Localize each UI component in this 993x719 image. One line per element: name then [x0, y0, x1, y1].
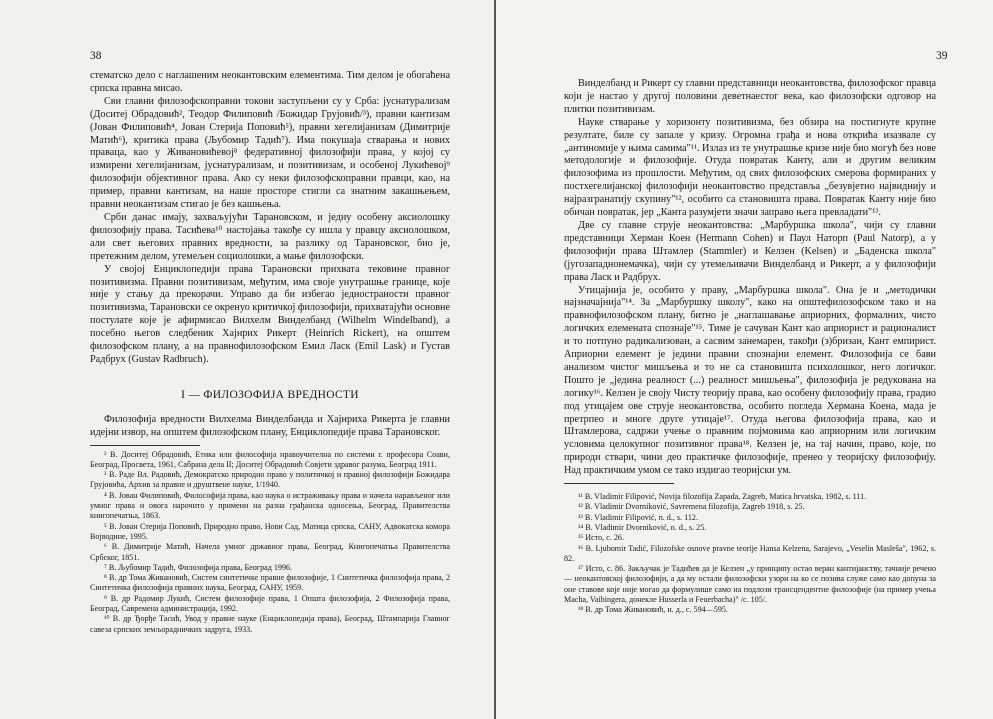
paragraph: Науке стварање у хоризонту позитивизма, без обзира на постигнуте крупне резултате, биле су запале у кризу. Огромна грађа и нова открића изазвале су „антиномије у њима самима"¹¹. Излаз из те унутрашње кризе није био могућ без нове методологије и филозофије. Отуда повратак Канту, али и другим великим филозофима из прошлости. Међутим, од свих филозофских смерова формираних у постхегелијанској филозофији неокантовство представља „безувјетно највиднију и најразгранатију скупину"¹², особито са становишта права. Повратак Канту није био обичан повратак, јер „Канта разумјети значи заправо њега превладати"¹³. [564, 116, 936, 219]
footnote: ¹² B. Vladimir Dvorniković, Savremena filozofija, Zagreb 1918, s. 25. [578, 502, 805, 512]
footnotes [90, 450, 450, 635]
left-page-body [90, 70, 450, 635]
footnote: ⁵ В. Јован Стерија Поповић, Природно право, Нови Сад, Матица српска, САНУ, Адвокатска комора Војводине, 1995. [90, 521, 450, 541]
right-page [496, 0, 993, 719]
footnote: ⁸ В. др Тома Живановић, Систем синтетичке правне филозофије, 1 Синтетичка филозофија права, 2 Синтетичка филозофија правних наука, Београд, САНУ, 1959. [90, 573, 450, 593]
footnote: ¹⁷ Исто, с. 86. Закључак је Тадићев да је Келзен „у принципу остао веран кантијанству, тачније речено — неокантовској филозофији, а да му остали филозофски узори на ко се позива служе само као допуна за оне ставове које није могао да формулише само на подлози трансцендентне филозофије (на пример учења Macha, Vaihingera, донекле Husserla и Feuerbacha)" /с. 105/. [564, 564, 936, 605]
page-number: 38 [90, 50, 102, 62]
footnote: ¹⁸ В. др Тома Живановић, н. д., с. 594—595. [578, 605, 728, 615]
footnote: ⁶ В. Димитрије Матић, Начела умног државног права, Београд, Книгопечатња Правителства Србског, 1851. [90, 542, 450, 562]
footnote: ¹³ B. Vladimir Filipović, n. d., s. 112. [578, 512, 698, 522]
footnote-divider [564, 483, 674, 484]
footnote: ³ В. Раде Вл. Радовић, Демократско природно право у политичкој и правној филозофији Божидара Грујовића, Архив за правне и друштвене науке, 1/1940. [90, 470, 450, 490]
footnote: ⁷ В. Љубомир Тадић, Филозофија права, Београд 1996. [104, 562, 293, 572]
section-heading: I — ФИЛОЗОФИЈА ВРЕДНОСТИ [181, 388, 359, 401]
footnote: ⁹ В. др Радомир Лукић, Систем филозофије права, 1 Општа филозофија, 2 Филозофија права, Београд, Савремена администрација, 1992. [90, 593, 450, 614]
footnote: ² В. Доситеј Обрадовић, Етика или философија нравоучителна по системи г. професора Соави, Београд, Просвета, 1961, Сабрана дела II; Доситеј Обрадовић Совјети здравог разума, Београд 1911. [90, 449, 450, 469]
paragraph: стематско дело с наглашеним неокантовским елементима. Тим делом је обогаћена српска правна мисао. [90, 70, 450, 94]
paragraph: Филозофија вредности Вилхелма Винделбанда и Хајнриха Рикерта је главни идејни извор, на општем филозофском плану, Енциклопедије права Тарановског. [90, 413, 450, 438]
footnote: ¹⁰ В. др Ђорђе Тасић, Увод у правне науке (Енциклопедија права), Београд, Штампарија Главног савеза српских земљорадничких задруга, 1933. [90, 614, 450, 634]
page-number: 39 [936, 50, 948, 62]
footnote-divider [90, 445, 200, 446]
left-page [0, 0, 494, 719]
footnote: ¹⁴ B. Vladimir Dvorniković, n. d., s. 25. [578, 522, 707, 532]
footnote: ¹⁵ Исто, с. 26. [578, 533, 624, 543]
footnote: ⁴ В. Јован Филиповић, Философија права, као наука о истраживању права и начела нарављеног или умног права и овога нарочито у примени на разна грађанска односења, Београд, Правителства книгопечатња, 1863. [90, 490, 450, 521]
footnote: ¹¹ B. Vladimir Filipović, Novija filozofija Zapada, Zagreb, Matica hrvatska, 1982, s. 111. [578, 492, 867, 502]
paragraph: Срби данас имају, захваљујући Тарановском, и једну особену аксиолошку филозофију права. Тасићева¹⁰ настојања такође су ишла у правцу аксиолошком, али свет његових правних вредности, за разлику од Тарановског, био је, претежним делом, утемељен социолошки, а мање филозофски. [90, 211, 450, 262]
paragraph: Сви главни филозофскоправни токови заступљени су у Срба: јуснатурализам (Доситеј Обрадовић², Теодор Филиповић /Божидар Грујовић/³), правни кантизам (Јован Филиповић⁴, Јован Стерија Поповић⁵), правни хегелијанизам (Димитрије Матић⁶), критика права (Љубомир Тадић⁷). Има покушаја стварања и нових праваца, као у Живановићевој⁸ федеративној филозофији права, у којој су измирени хегелијанизам, јуснатурализам, и позитивизам, и особеној Лукићевој⁹ филозофији објективног права. Ако су неки филозофскоправни правци, као, на пример, правни кантизам, на наше просторе стигли са знатним закашњењем, правни неокантизам стигао је без кашњења. [90, 95, 450, 211]
paragraph: Две су главне струје неокантовства: „Марбуршка школа", чији су главни представници Херман Коен (Hermann Cohen) и Паул Наторп (Paul Natorp), а у филозофији права Штамлер (Stammler) и Келзен (Kelsen) и „Баденска школа" (југозападнонемачка), чији су утемељивачи Винделбанд и Рикерт, а у филозофији права Ласк и Радбрух. [564, 219, 936, 283]
paragraph: Винделбанд и Рикерт су главни представници неокантовства, филозофског правца који је настао у другој половини деветнаестог века, као филозофски одговор на плитки позитивизам. [564, 78, 936, 115]
right-page-body [564, 78, 936, 616]
footnotes [564, 492, 936, 616]
paragraph: У својој Енциклопедији права Тарановски прихвата тековине правног позитивизма. Правни позитивизам, међутим, има своје унутрашње границе, које није у стању да прекорачи. Управо да би избегао једностраности правног позитивизма, Тарановски се окренуо критичкој филозофији, прихватајући основне постулате које је афирмисао Вилхелм Винделбанд (Wilhelm Windelband), а посебно његов следбеник Хајнрих Рикерт (Heinrich Rickert), на општем филозофском плану, а на правнофилозофском Емил Ласк (Emil Lask) и Густав Радбрух (Gustav Radbruch). [90, 263, 450, 365]
paragraph: Утицајнија је, особито у праву, „Марбуршка школа". Она је и „методички најзначајнија"¹⁴. За „Марбуршку школу", како на општефилозофском тако и на правнофилозофском плану, битно је „наглашавање априорних, формалних, чисто логичких елемената спознаје"¹⁵. Тиме је сачуван Кант као априорист и рационалист и то потпуно радикализован, а сасвим занемарен, такођи (з)бризан, Кант емпирист. Априорни елемент је једини правни спознајни елемент. Филозофија се бави анализом чистог мишљења и то не са становишта психолошког, него логичког. Пошто је „једина реалност (...) реалност мишљења", филозофија је редукована на логику¹⁶. Келзен је своју Чисту теорију права, као особену филозофију права, градио под утицајем ове струје неокантовства, особито погледа Хермана Коена, мада је претрпео и многе друге утицаје¹⁷. Отуда његова филозофија права, као и Штамлерова, садржи учење о правним појмовима као априорним или логичким условима целокупног позитивног права¹⁸. Келзен је, на тај начин, право, које, по природи ствари, чини део практичке филозофије, пренео у теоријску филозофију. Над практичким умом се тако издигао теоријски ум. [564, 284, 936, 477]
footnote: ¹⁶ B. Ljubomir Tadić, Filozofske osnove pravne teorije Hansa Kelzena, Sarajevo, „Veselin Masleša", 1962, s. 82. [564, 543, 936, 563]
